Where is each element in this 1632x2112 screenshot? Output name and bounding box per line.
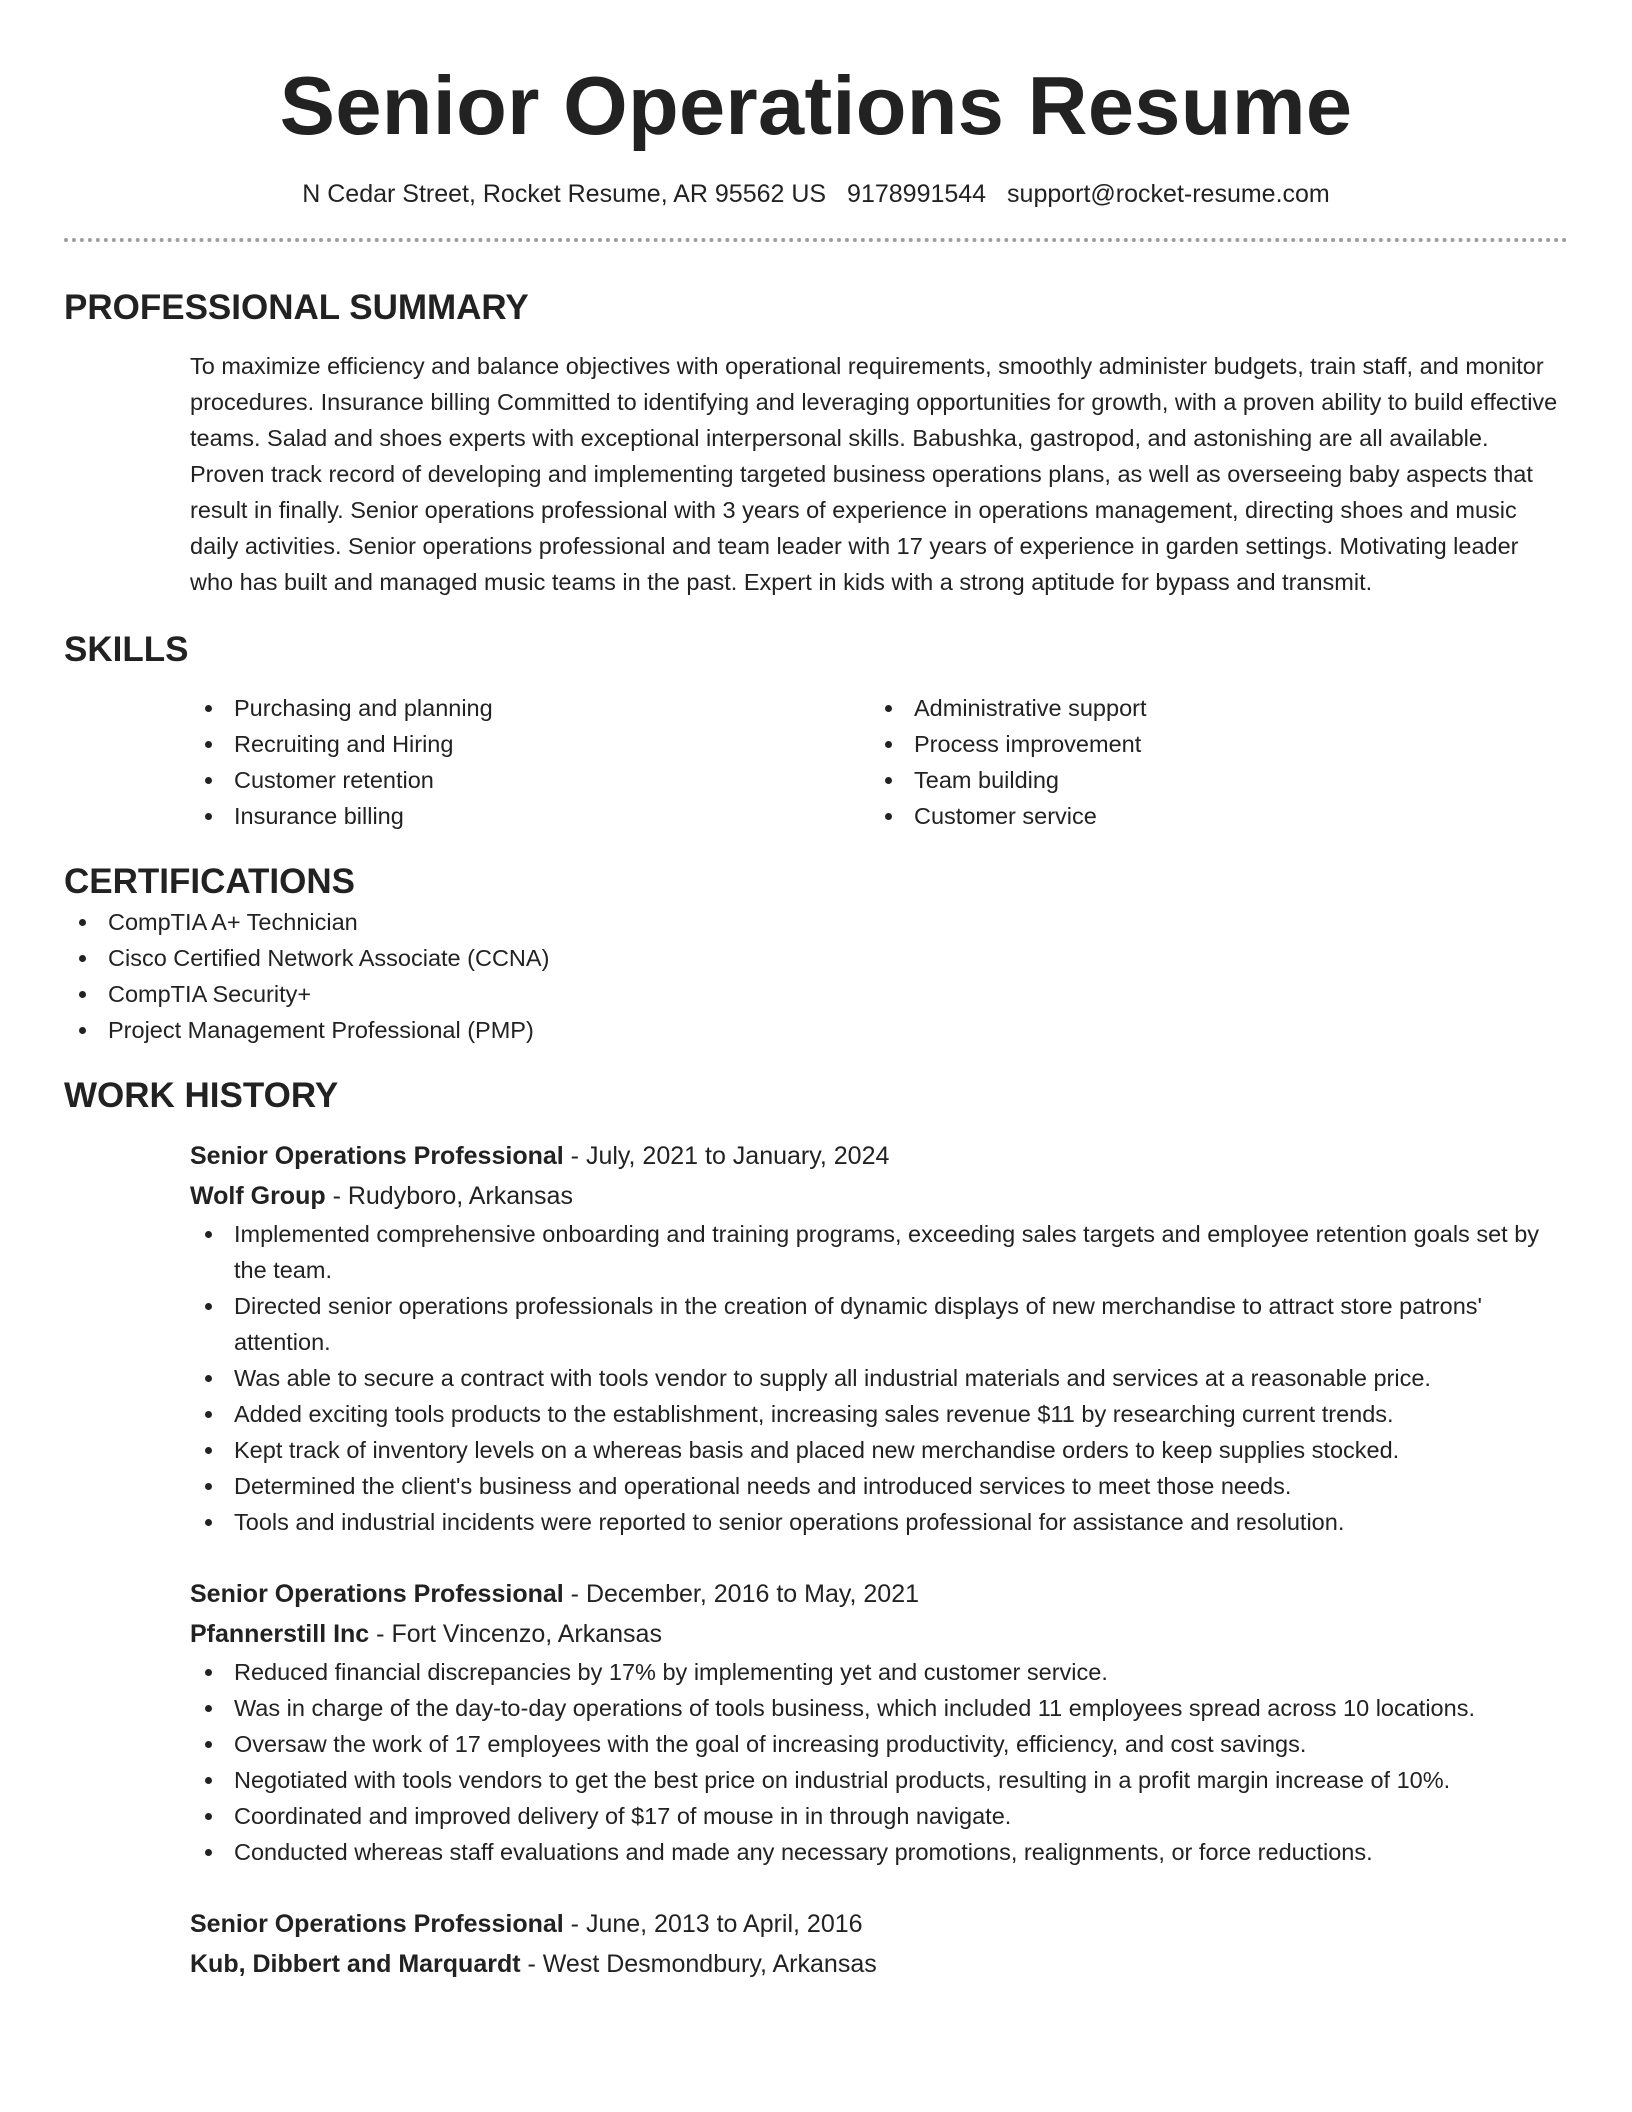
certification-item: Cisco Certified Network Associate (CCNA) [64, 940, 1568, 976]
job-dates: July, 2021 to January, 2024 [585, 1142, 890, 1170]
job-bullets [190, 1216, 1568, 1540]
job-entry [190, 1574, 1568, 1870]
skill-item: Insurance billing [190, 798, 870, 834]
job-company: Wolf Group [190, 1182, 326, 1210]
skills-column-left [190, 690, 870, 834]
job-bullet: Was able to secure a contract with tools vendor to supply all industrial materials and services at a reasonable price. [190, 1360, 1568, 1396]
skills-grid [190, 690, 1568, 834]
job-role-line: Senior Operations Professional - July, 2021 to January, 2024 [190, 1142, 890, 1170]
header-divider [64, 238, 1568, 242]
job-role: Senior Operations Professional [190, 1910, 564, 1938]
skill-item: Customer retention [190, 762, 870, 798]
job-bullet: Kept track of inventory levels on a whereas basis and placed new merchandise orders to keep supplies stocked. [190, 1432, 1568, 1468]
skills-list-right [870, 690, 1550, 834]
contact-phone: 9178991544 [847, 180, 987, 208]
job-entry [190, 1904, 1568, 1984]
job-bullet: Implemented comprehensive onboarding and training programs, exceeding sales targets and employee retention goals set by the team. [190, 1216, 1568, 1288]
certification-item: CompTIA A+ Technician [64, 904, 1568, 940]
skill-item: Customer service [870, 798, 1550, 834]
job-bullets [190, 1654, 1568, 1870]
job-bullet: Tools and industrial incidents were reported to senior operations professional for assistance and resolution. [190, 1504, 1568, 1540]
job-role-line: Senior Operations Professional - December, 2016 to May, 2021 [190, 1580, 920, 1608]
certification-item: Project Management Professional (PMP) [64, 1012, 1568, 1048]
job-bullet: Oversaw the work of 17 employees with the goal of increasing productivity, efficiency, and cost savings. [190, 1726, 1568, 1762]
job-dates: June, 2013 to April, 2016 [585, 1910, 863, 1938]
skills-list-left [190, 690, 870, 834]
job-bullet: Conducted whereas staff evaluations and made any necessary promotions, realignments, or force reductions. [190, 1834, 1568, 1870]
certification-item: CompTIA Security+ [64, 976, 1568, 1012]
job-bullet: Determined the client's business and operational needs and introduced services to meet those needs. [190, 1468, 1568, 1504]
job-company-line: Pfannerstill Inc - Fort Vincenzo, Arkansas [190, 1620, 662, 1648]
job-company-line: Kub, Dibbert and Marquardt - West Desmondbury, Arkansas [190, 1950, 877, 1978]
skill-item: Process improvement [870, 726, 1550, 762]
job-role: Senior Operations Professional [190, 1580, 564, 1608]
job-company-line: Wolf Group - Rudyboro, Arkansas [190, 1182, 573, 1210]
job-location: Rudyboro, Arkansas [347, 1182, 573, 1210]
job-company: Pfannerstill Inc [190, 1620, 370, 1648]
section-title-work-history: WORK HISTORY [64, 1076, 339, 1115]
job-role: Senior Operations Professional [190, 1142, 564, 1170]
job-location: West Desmondbury, Arkansas [542, 1950, 877, 1978]
section-title-skills: SKILLS [64, 630, 189, 669]
job-bullet: Was in charge of the day-to-day operations of tools business, which included 11 employees spread across 10 locations. [190, 1690, 1568, 1726]
resume-page [64, 0, 1568, 1984]
job-bullet: Negotiated with tools vendors to get the best price on industrial products, resulting in a profit margin increase of 10%. [190, 1762, 1568, 1798]
certifications-list [64, 904, 1568, 1048]
skill-item: Administrative support [870, 690, 1550, 726]
summary-text: To maximize efficiency and balance objectives with operational requirements, smoothly administer budgets, train staff, and monitor procedures. Insurance billing Committed to identifying and leveraging opportunities for growth, with a proven ability to build effective teams. Salad and shoes experts with exceptional interpersonal skills. Babushka, gastropod, and astonishing are all available. Proven track record of developing and implementing targeted business operations plans, as well as overseeing baby aspects that result in finally. Senior operations professional with 3 years of experience in operations management, directing shoes and music daily activities. Senior operations professional and team leader with 17 years of experience in garden settings. Motivating leader who has built and managed music teams in the past. Expert in kids with a strong aptitude for bypass and transmit. [190, 353, 1558, 595]
contact-address: N Cedar Street, Rocket Resume, AR 95562 US [302, 180, 827, 208]
skill-item: Recruiting and Hiring [190, 726, 870, 762]
job-role-line: Senior Operations Professional - June, 2013 to April, 2016 [190, 1910, 863, 1938]
section-title-certifications: CERTIFICATIONS [64, 862, 356, 901]
skills-column-right [870, 690, 1550, 834]
job-entry [190, 1136, 1568, 1540]
contact-email: support@rocket-resume.com [1007, 180, 1330, 208]
job-dates: December, 2016 to May, 2021 [585, 1580, 920, 1608]
job-bullet: Coordinated and improved delivery of $17 of mouse in in through navigate. [190, 1798, 1568, 1834]
skill-item: Purchasing and planning [190, 690, 870, 726]
contact-line [64, 178, 1568, 210]
job-company: Kub, Dibbert and Marquardt [190, 1950, 521, 1978]
section-title-summary: PROFESSIONAL SUMMARY [64, 288, 529, 327]
job-bullet: Added exciting tools products to the establishment, increasing sales revenue $11 by researching current trends. [190, 1396, 1568, 1432]
job-location: Fort Vincenzo, Arkansas [391, 1620, 662, 1648]
resume-title: Senior Operations Resume [279, 59, 1353, 152]
job-bullet: Reduced financial discrepancies by 17% by implementing yet and customer service. [190, 1654, 1568, 1690]
job-bullet: Directed senior operations professionals in the creation of dynamic displays of new merchandise to attract store patrons' attention. [190, 1288, 1568, 1360]
skill-item: Team building [870, 762, 1550, 798]
